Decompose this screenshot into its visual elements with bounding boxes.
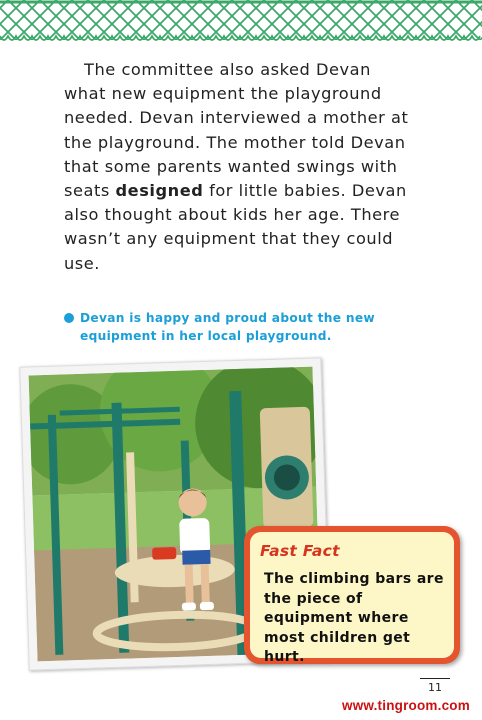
photo-caption (64, 310, 384, 345)
main-paragraph (64, 58, 414, 276)
watermark-url: www.tingroom.com (342, 698, 470, 713)
caption-line-2: equipment in her local playground. (80, 328, 332, 343)
fence-pattern (0, 0, 482, 44)
vocabulary-word-designed: designed (115, 181, 204, 201)
caption-bullet-icon (64, 313, 74, 323)
fast-fact-title: Fast Fact (260, 542, 340, 560)
fast-fact-box (244, 526, 460, 664)
page-number: 11 (420, 678, 450, 694)
fast-fact-text: The climbing bars are the piece of equipment where most children get hurt. (264, 571, 444, 665)
caption-line-1: Devan is happy and proud about the new (80, 311, 375, 325)
chain-link-fence-border (0, 0, 482, 44)
paragraph-text-start: The committee also asked Devan what new equipment the playground needed. Devan interviewed a mother at the playground. The mother told Devan that some parents wanted swings with seats (64, 60, 409, 201)
paragraph-text-end: for little babies. Devan also thought about kids her age. There wasn’t any equipment that they could use. (64, 181, 407, 273)
